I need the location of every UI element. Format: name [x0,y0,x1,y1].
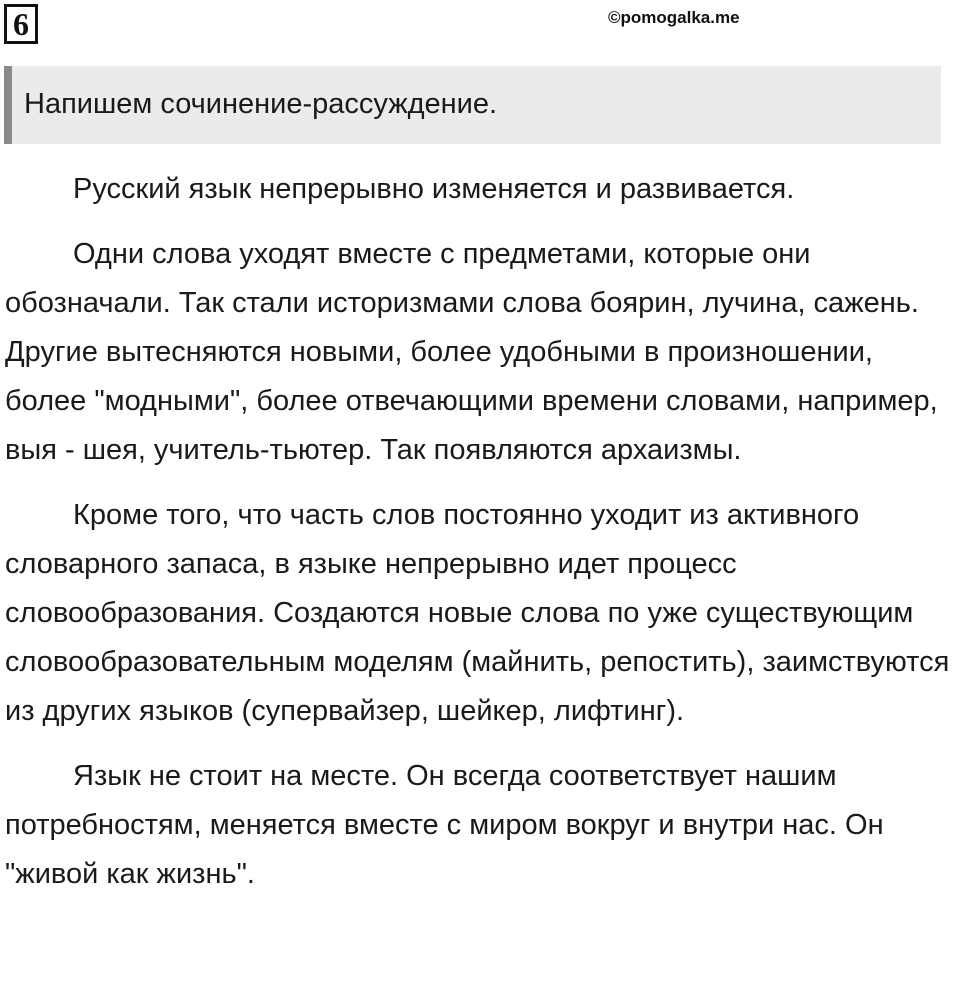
essay-paragraph-3: Кроме того, что часть слов постоянно уходит из активного словарного запаса, в языке непрерывно идет процесс словообразования. Создаются новые слова по уже существующим словообразовательным моделям (майнить, репостить), заимствуются из других языков (супервайзер, шейкер, лифтинг). [5,499,950,727]
essay-body [5,165,955,915]
task-number-badge: 6 [4,4,38,44]
essay-paragraph-4: Язык не стоит на месте. Он всегда соответствует нашим потребностям, меняется вместе с миром вокруг и внутри нас. Он "живой как жизнь". [5,760,884,890]
essay-paragraph-1: Русский язык непрерывно изменяется и развивается. [73,173,795,205]
essay-paragraph-2: Одни слова уходят вместе с предметами, которые они обозначали. Так стали историзмами слова боярин, лучина, сажень. Другие вытесняются новыми, более удобными в произношении, более "модными", более отвечающими времени словами, например, выя - шея, учитель-тьютер. Так появляются архаизмы. [5,238,938,466]
site-watermark: ©pomogalka.me [608,8,740,27]
task-banner [4,66,941,144]
task-banner-text: Напишем сочинение-рассуждение. [24,88,498,120]
